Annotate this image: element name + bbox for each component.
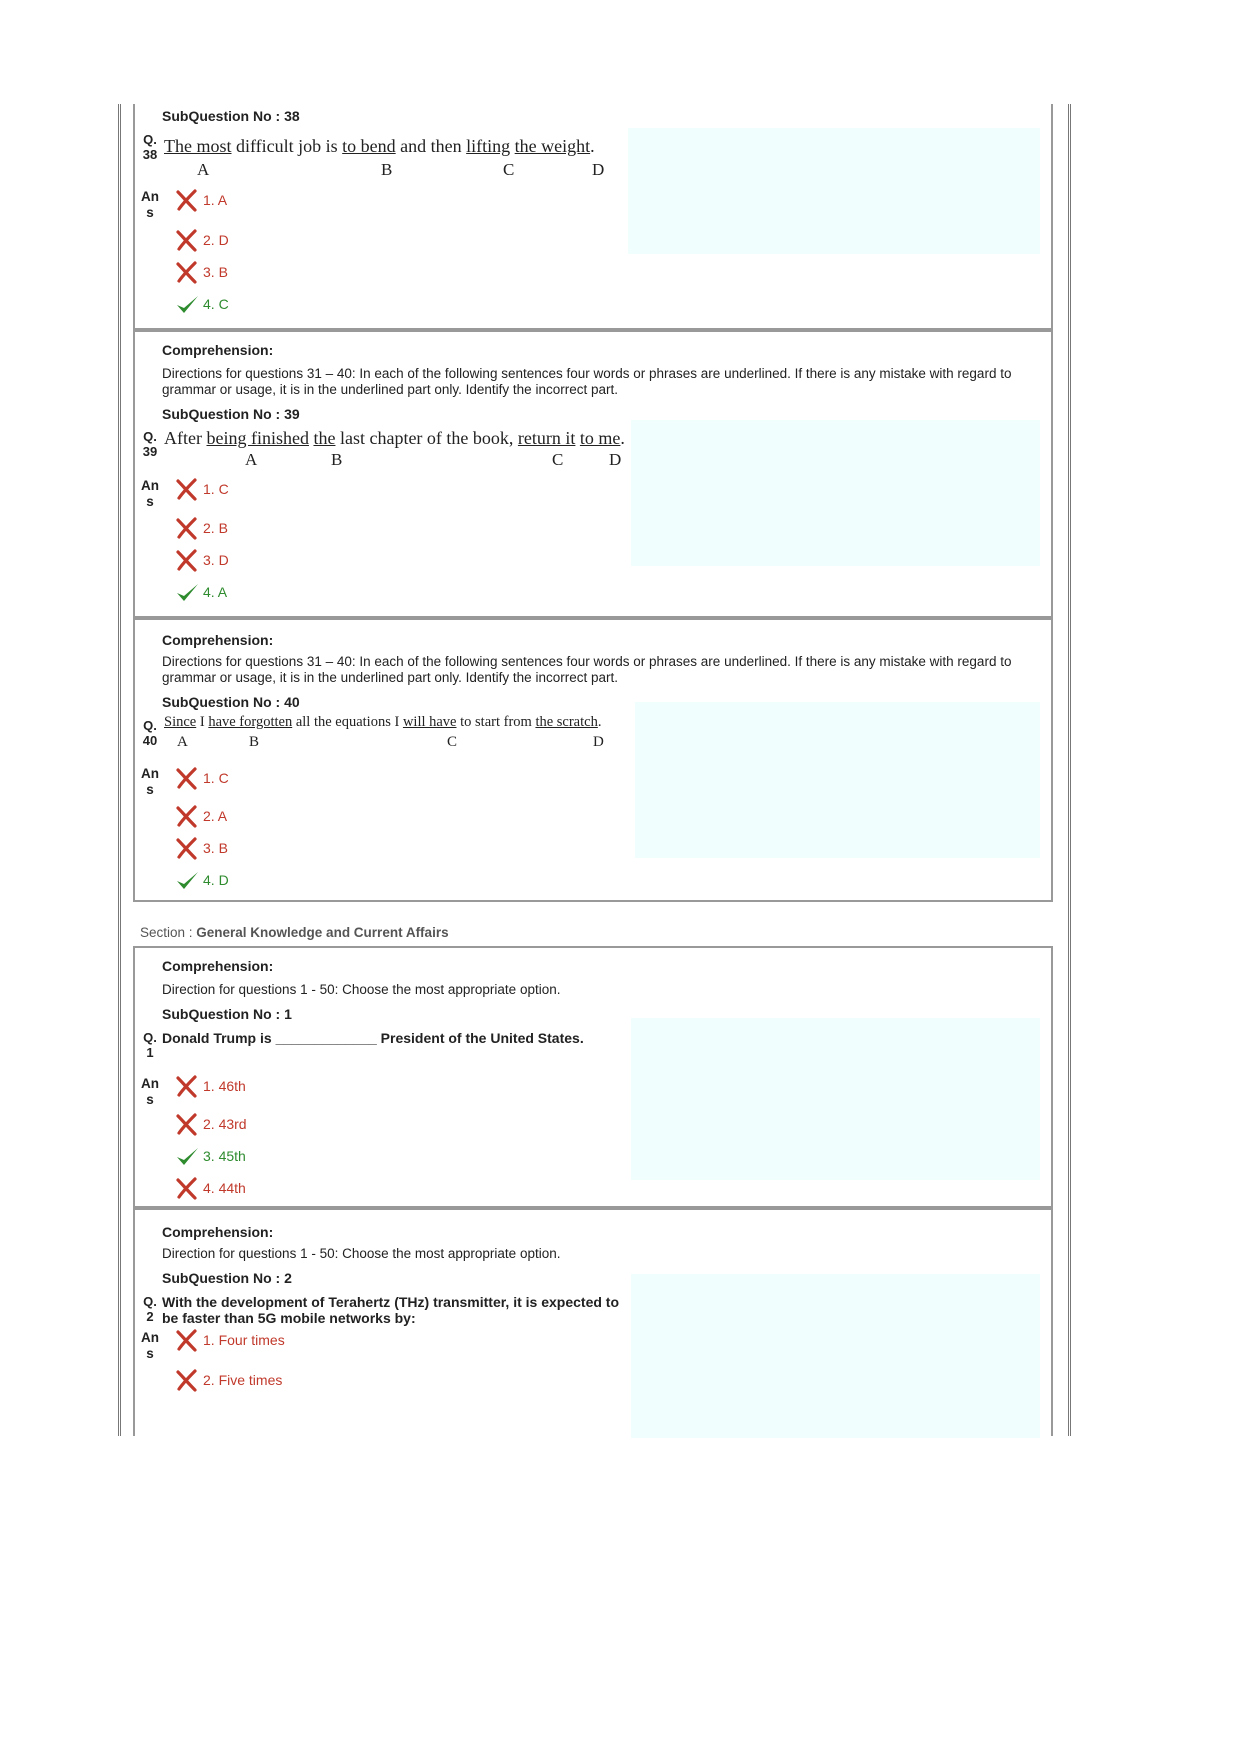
option-3 [175,260,228,284]
answer-panel [631,1274,1040,1438]
underlined-part-b: to bend [342,136,396,156]
option-1 [175,766,229,790]
question-block-38: SubQuestion No : 38 Q. 38 The most difficult job is to bend and then lifting the weight. A B C D An s 1. A 2. D 3. B 4. C [133,104,1053,330]
option-4 [175,1176,246,1200]
answer-panel [631,1018,1040,1180]
answer-label: An s [141,478,159,509]
comprehension-label: Comprehension: [162,958,274,974]
option-1 [175,188,227,212]
question-block-39: Comprehension: Directions for questions 31 – 40: In each of the following sentences four words or phrases are underlined. If there is any mistake with regard to grammar or usage, it is in the underlined part only. Identify the incorrect part. SubQuestion No : 39 Q. 39 After being finished the last chapter of the book, return it to me. A B C D An s 1. C 2. B 3. D 4. A [133,330,1053,618]
underlined-part-c: will have [402,714,457,730]
question-block-gk-1 [133,946,1053,1208]
option-2 [175,1368,282,1392]
wrong-mark-icon [175,477,199,501]
underlined-part-b: have forgotten [208,714,293,730]
question-number: Q. 40 [142,718,158,748]
answer-panel [635,702,1040,858]
option-1 [175,1074,246,1098]
question-text-line-2: be faster than 5G mobile networks by: [162,1310,416,1326]
option-text: 4. D [203,872,229,888]
question-block-gk-2 [133,1208,1053,1436]
option-text: 2. B [203,520,228,536]
subquestion-label: SubQuestion No : 40 [162,694,300,710]
underlined-part-c: lifting [466,136,511,156]
answer-label: An s [141,1330,159,1361]
wrong-mark-icon [175,260,199,284]
option-3 [175,836,228,860]
wrong-mark-icon [175,1112,199,1136]
comprehension-label: Comprehension: [162,342,274,358]
directions-text: Directions for questions 31 – 40: In each of the following sentences four words or phrases are underlined. If there is any mistake with regard to grammar or usage, it is in the underlined part only. Identify the incorrect part. [162,366,1012,397]
option-text: 2. D [203,232,229,248]
option-2 [175,516,228,540]
question-sentence: The most difficult job is to bend and then lifting the weight. [164,136,595,156]
option-1 [175,477,229,501]
section-label: Section : General Knowledge and Current Affairs [140,925,449,940]
correct-check-icon [175,580,199,604]
wrong-mark-icon [175,1328,199,1352]
option-text: 1. C [203,770,229,786]
wrong-mark-icon [175,1368,199,1392]
option-4 [175,292,229,316]
underlined-part-a: being finished [206,428,309,448]
wrong-mark-icon [175,766,199,790]
wrong-mark-icon [175,188,199,212]
answer-panel [628,128,1040,254]
wrong-mark-icon [175,1074,199,1098]
underlined-part-a: Since [164,714,197,730]
question-text: Donald Trump is _____________ President of the United States. [162,1030,584,1046]
option-1 [175,1328,285,1352]
option-4 [175,580,227,604]
question-number: Q. 38 [142,132,158,162]
correct-check-icon [175,868,199,892]
subquestion-label: SubQuestion No : 2 [162,1270,292,1286]
subquestion-label: SubQuestion No : 38 [162,108,300,124]
option-4 [175,868,229,892]
option-3 [175,1144,246,1168]
subquestion-label: SubQuestion No : 39 [162,406,300,422]
underlined-part-b: the [313,428,336,448]
underlined-part-d: the weight [514,136,591,156]
underlined-part-a: The most [164,136,232,156]
option-text: 3. B [203,264,228,280]
directions-text: Direction for questions 1 - 50: Choose the most appropriate option. [162,1246,561,1261]
subquestion-label: SubQuestion No : 1 [162,1006,292,1022]
wrong-mark-icon [175,804,199,828]
option-2 [175,228,229,252]
wrong-mark-icon [175,1176,199,1200]
option-text: 3. 45th [203,1148,246,1164]
option-text: 1. Four times [203,1332,285,1348]
option-text: 4. C [203,296,229,312]
answer-label: An s [141,766,159,797]
wrong-mark-icon [175,228,199,252]
question-sentence: Since I have forgotten all the equations I will have to start from the scratch. [164,714,602,730]
option-text: 4. A [203,584,228,600]
question-block-40: Comprehension: Directions for questions 31 – 40: In each of the following sentences four words or phrases are underlined. If there is any mistake with regard to grammar or usage, it is in the underlined part only. Identify the incorrect part. SubQuestion No : 40 Q. 40 Since I have forgotten all the equations I will have to start from the scratch. A B C D An s 1. C 2. A 3. B 4. D [133,618,1053,902]
answer-label: An s [141,1076,159,1107]
correct-check-icon [175,1144,199,1168]
question-number: Q. 39 [142,429,158,459]
comprehension-label: Comprehension: [162,632,274,648]
underlined-part-d: the scratch [535,714,598,730]
wrong-mark-icon [175,548,199,572]
question-number: Q. 2 [143,1294,157,1324]
correct-check-icon [175,292,199,316]
option-text: 3. B [203,840,228,856]
option-2 [175,804,227,828]
option-text: 1. A [203,192,228,208]
comprehension-label: Comprehension: [162,1224,274,1240]
directions-text: Directions for questions 31 – 40: In each of the following sentences four words or phrases are underlined. If there is any mistake with regard to grammar or usage, it is in the underlined part only. Identify the incorrect part. [162,654,1012,685]
answer-label: An s [141,189,159,220]
question-sentence: After being finished the last chapter of the book, return it to me. [164,428,625,448]
underlined-part-d: to me [579,428,621,448]
question-text-line-1: With the development of Terahertz (THz) transmitter, it is expected to [162,1294,620,1310]
option-text: 1. 46th [203,1078,246,1094]
option-text: 4. 44th [203,1180,246,1196]
answer-panel [631,420,1040,566]
wrong-mark-icon [175,836,199,860]
underlined-part-c: return it [517,428,576,448]
wrong-mark-icon [175,516,199,540]
option-text: 1. C [203,481,229,497]
option-text: 2. A [203,808,228,824]
option-text: 3. D [203,552,229,568]
directions-text: Direction for questions 1 - 50: Choose the most appropriate option. [162,982,561,997]
option-2 [175,1112,247,1136]
option-text: 2. Five times [203,1372,283,1388]
question-number: Q. 1 [143,1030,157,1060]
option-3 [175,548,229,572]
option-text: 2. 43rd [203,1116,247,1132]
